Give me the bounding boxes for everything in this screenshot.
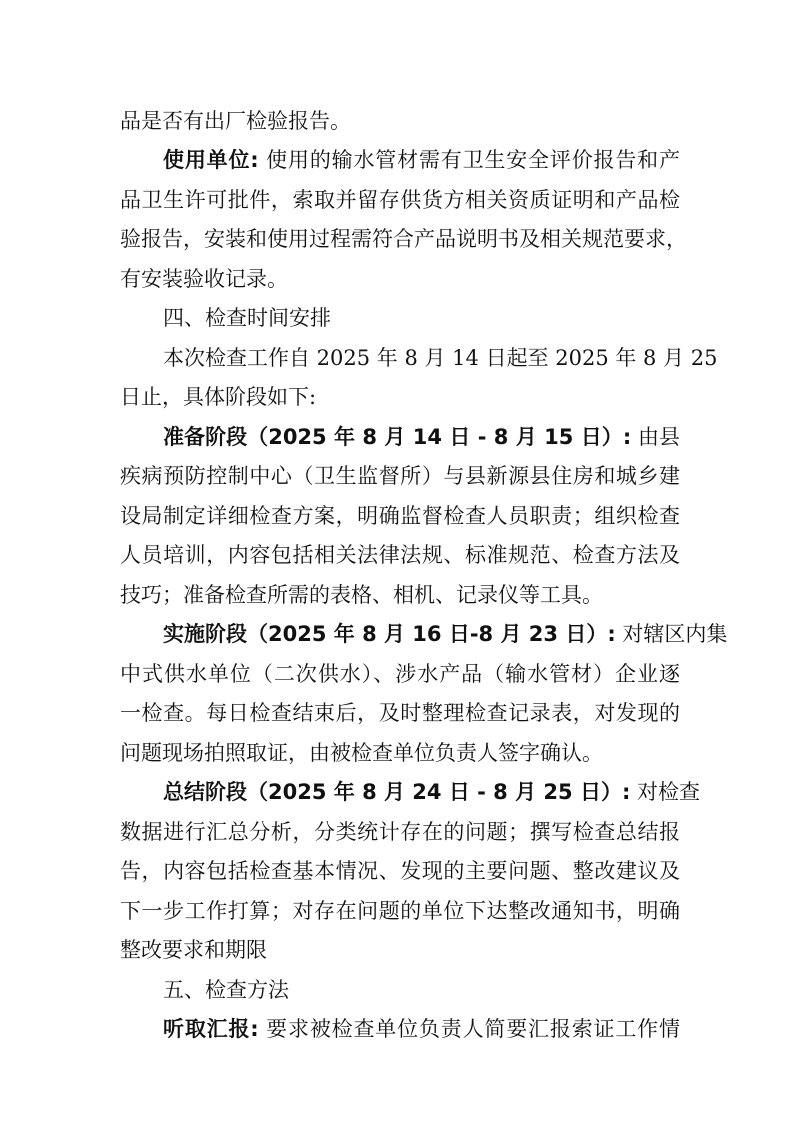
text-line: [120, 733, 680, 773]
text-segment: 整改要求和期限: [120, 938, 267, 962]
text-segment: 疾病预防控制中心（卫生监督所）与县新源县住房和城乡建: [120, 464, 680, 488]
text-segment-bold: 使用单位:: [163, 148, 259, 172]
text-line: [120, 259, 680, 299]
text-segment: 人员培训，内容包括相关法律法规、标准规范、检查方法及: [120, 543, 680, 567]
text-segment: 数据进行汇总分析，分类统计存在的问题；撰写检查总结报: [120, 820, 680, 844]
text-line: [120, 456, 680, 496]
text-line: [120, 693, 680, 733]
text-line: [163, 1009, 680, 1049]
text-segment: 四、检查时间安排: [163, 306, 331, 330]
text-segment: 使用的输水管材需有卫生安全评价报告和产: [258, 148, 680, 172]
text-segment: 五、检查方法: [163, 978, 289, 1002]
text-segment: 对辖区内集: [615, 622, 728, 646]
text-line: [120, 654, 680, 694]
text-segment: 技巧；准备检查所需的表格、相机、记录仪等工具。: [120, 583, 603, 607]
text-line: [163, 417, 680, 457]
text-segment: 下一步工作打算；对存在问题的单位下达整改通知书，明确: [120, 899, 680, 923]
text-segment: 本次检查工作自 2025 年 8 月 14 日起至 2025 年 8 月 25: [163, 346, 718, 370]
text-segment: 问题现场拍照取证，由被检查单位负责人签字确认。: [120, 741, 603, 765]
text-line: [120, 496, 680, 536]
section-heading: [163, 298, 680, 338]
text-segment: 有安装验收记录。: [120, 267, 288, 291]
text-segment: 告，内容包括检查基本情况、发现的主要问题、整改建议及: [120, 859, 680, 883]
text-line: [163, 614, 728, 654]
text-segment-bold: 准备阶段（2025 年 8 月 14 日 - 8 月 15 日）:: [163, 425, 632, 449]
text-line: [120, 377, 680, 417]
text-segment: 对检查: [630, 780, 701, 804]
text-line: [163, 338, 718, 378]
text-segment: 要求被检查单位负责人简要汇报索证工作情: [258, 1017, 680, 1041]
text-line: [163, 772, 701, 812]
text-segment: 品卫生许可批件，索取并留存供货方相关资质证明和产品检: [120, 188, 680, 212]
text-line: [163, 140, 680, 180]
text-segment: 日止，具体阶段如下:: [120, 385, 317, 409]
text-segment: 验报告，安装和使用过程需符合产品说明书及相关规范要求，: [120, 227, 687, 251]
text-segment-bold: 实施阶段（2025 年 8 月 16 日-8 月 23 日）:: [163, 622, 616, 646]
text-segment: 中式供水单位（二次供水）、涉水产品（输水管材）企业逐: [120, 662, 680, 686]
text-line: [120, 891, 680, 931]
text-line: [120, 812, 680, 852]
text-line: [120, 851, 680, 891]
text-line: [120, 101, 680, 141]
text-line: [120, 930, 680, 970]
text-segment: 品是否有出厂检验报告。: [120, 109, 351, 133]
text-line: [120, 219, 687, 259]
text-line: [120, 180, 680, 220]
text-segment: 由县: [631, 425, 680, 449]
text-segment-bold: 听取汇报:: [163, 1017, 259, 1041]
text-line: [120, 575, 680, 615]
text-segment-bold: 总结阶段（2025 年 8 月 24 日 - 8 月 25 日）:: [163, 780, 631, 804]
text-segment: 一检查。每日检查结束后，及时整理检查记录表，对发现的: [120, 701, 680, 725]
text-segment: 设局制定详细检查方案，明确监督检查人员职责；组织检查: [120, 504, 680, 528]
section-heading: [163, 970, 680, 1010]
text-line: [120, 535, 680, 575]
